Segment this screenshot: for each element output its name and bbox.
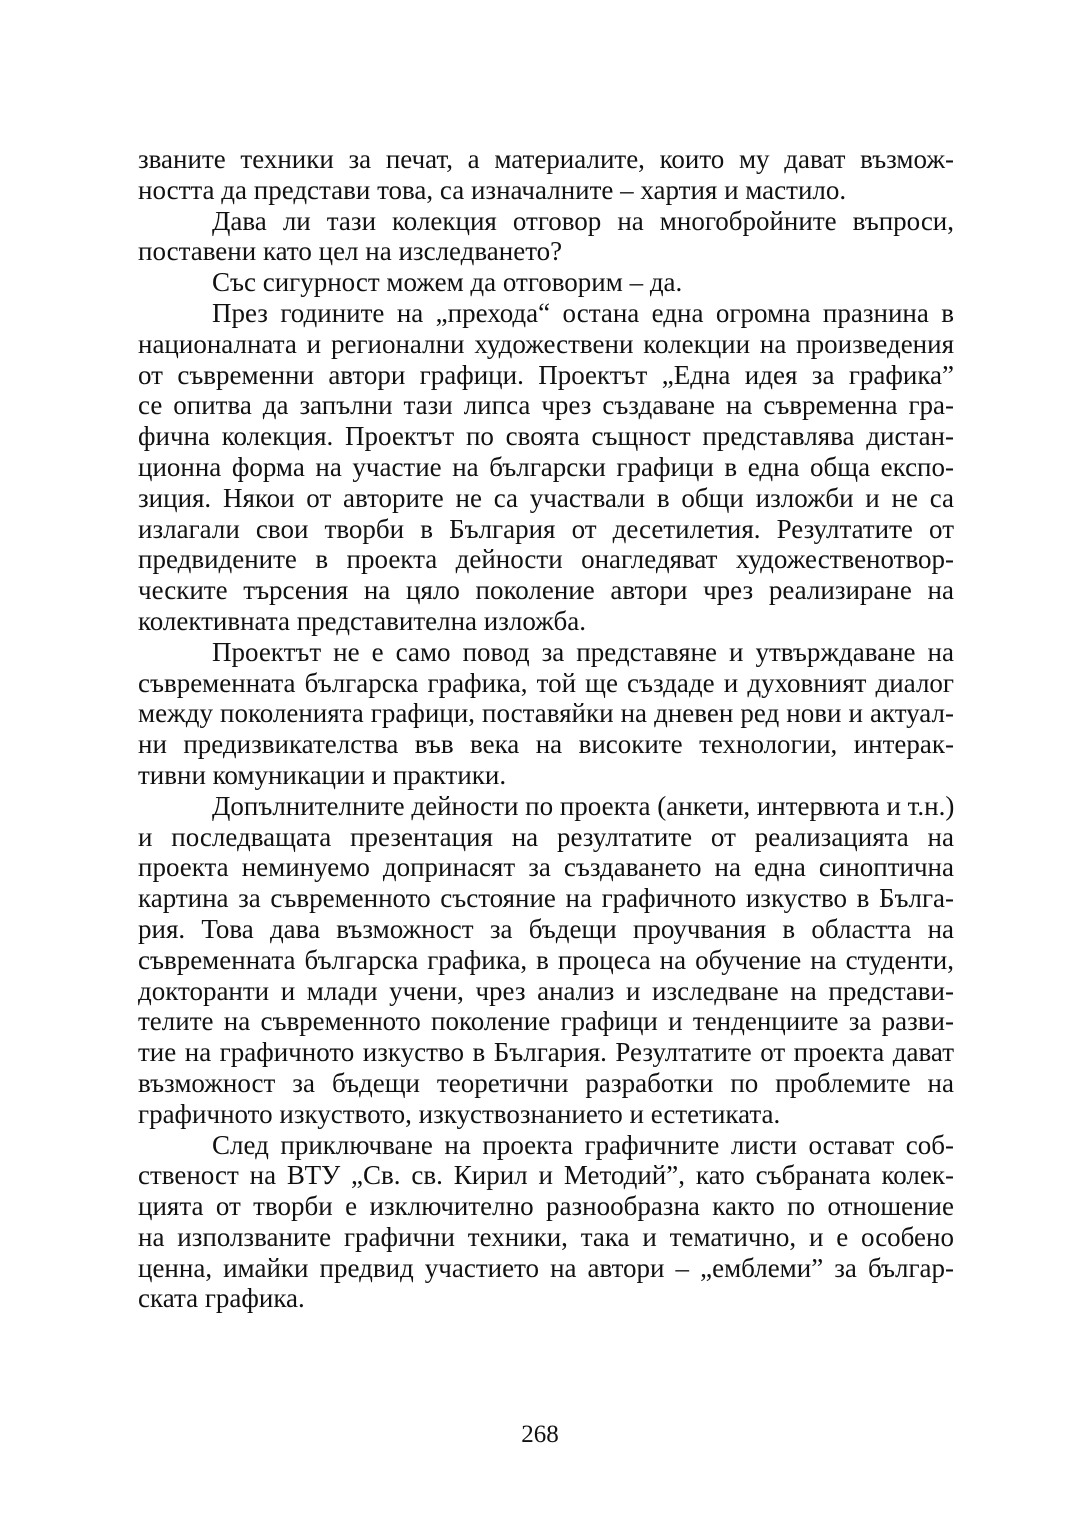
text-line: докторанти и млади учени, чрез анализ и изследване на представи- [138,975,954,1006]
text-line: ността да представи това, са изначалните – хартия и мастило. [138,174,847,205]
text-line: предвидените в проекта дейности онагледяват художественотвор- [138,544,954,575]
text-line: от съвременни автори графици. Проектът „Една идея за графика” [138,359,954,390]
text-line: тивни комуникации и практики. [138,759,507,790]
text-line: През годините на „прехода“ остана една огромна празнина в [212,297,954,328]
text-line: на използваните графични техники, така и тематично, и е особено [138,1221,954,1252]
page-number: 268 [521,1421,559,1448]
text-line: съвременната българска графика, в процеса на обучение на студенти, [138,944,954,975]
text-line: възможност за бъдещи теоретични разработки по проблемите на [138,1067,954,1098]
text-line: колективната представителна изложба. [138,605,586,636]
text-line: зиция. Някои от авторите не са участвали в общи изложби и не са [138,482,954,513]
paragraph [138,298,954,637]
text-line: националната и регионални художествени колекции на произведения [138,328,954,359]
paragraph [138,144,954,206]
text-line: ционна форма на участие на български графици в една обща експо- [138,451,954,482]
text-line: телите на съвременното поколение графици и тенденциите за разви- [138,1006,954,1037]
text-line: Допълнителните дейности по проекта (анкети, интервюта и т.н.) [212,790,955,821]
text-line: ственост на ВТУ „Св. св. Кирил и Методий”, като събраната колек- [138,1160,954,1191]
text-line: ческите търсения на цяло поколение автори чрез реализиране на [138,575,954,606]
text-line: Дава ли тази колекция отговор на многобройните въпроси, [212,205,954,236]
text-line: ни предизвикателства във века на високите технологии, интерак- [138,729,954,760]
text-line: тие на графичното изкуство в България. Резултатите от проекта дават [138,1037,954,1068]
text-line: ската графика. [138,1283,305,1314]
paragraph [138,791,954,1130]
text-line: картина за съвременното състояние на графичното изкуство в Бълга- [138,883,954,914]
text-line: излагали свои творби в България от десетилетия. Резултатите от [138,513,954,544]
text-line: между поколенията графици, поставяйки на дневен ред нови и актуал- [138,698,954,729]
text-line: поставени като цел на изследването? [138,236,563,267]
text-line: званите техники за печат, а материалите, които му дават възмож- [138,144,954,174]
body-text [138,144,954,1314]
paragraph [138,1130,954,1315]
text-line: и последващата презентация на резултатите от реализацията на [138,821,954,852]
text-line: цията от творби е изключително разнообразна както по отношение [138,1191,954,1222]
text-line: Със сигурност можем да отговорим – да. [212,267,683,298]
text-line: съвременната българска графика, той ще създаде и духовният диалог [138,667,954,698]
text-line: графичното изкуството, изкуствознанието и естетиката. [138,1098,781,1129]
text-line: След приключване на проекта графичните листи остават соб- [212,1129,954,1160]
paragraph [138,206,954,268]
text-line: се опитва да запълни тази липса чрез създаване на съвременна гра- [138,390,954,421]
text-line: проекта неминуемо допринасят за създаването на една синоптична [138,852,954,883]
text-line: рия. Това дава възможност за бъдещи проучвания в областта на [138,913,954,944]
text-line: ценна, имайки предвид участието на автори – „емблеми” за българ- [138,1252,954,1283]
paragraph [138,267,954,298]
paragraph [138,637,954,791]
text-line: Проектът не е само повод за представяне и утвърждаване на [212,636,954,667]
text-line: фична колекция. Проектът по своята същност представлява дистан- [138,421,954,452]
